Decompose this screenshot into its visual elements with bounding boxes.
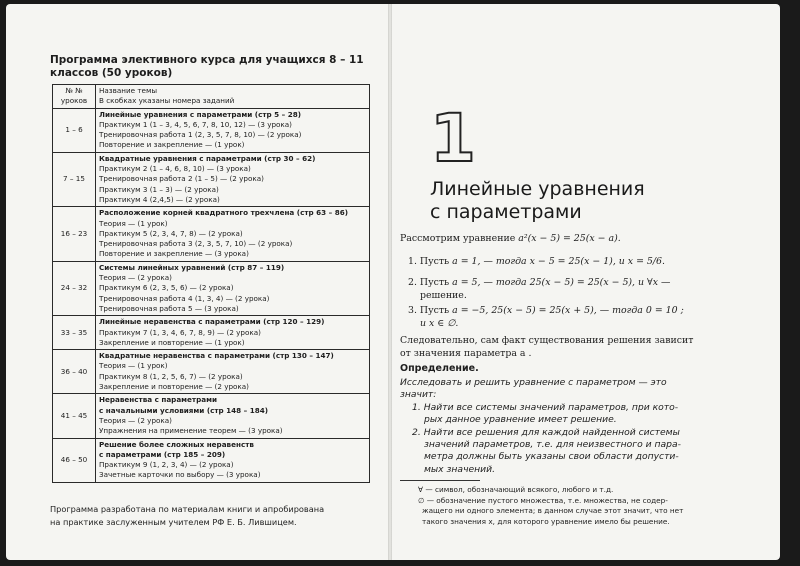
topic-line: Практикум 4 (2,4,5) — (2 урока) [99, 194, 220, 204]
case-formula: a = 5, — тогда 25(x − 5) = 25(x − 5), и ∀x — [452, 277, 671, 288]
footnote-line: такого значения x, для которого уравнение имело бы решение. [422, 516, 670, 526]
header-topic-line: Название темы [99, 86, 158, 95]
header-topic-line: В скобках указаны номера заданий [99, 96, 235, 106]
footnote-line: — обозначение пустого множества, т.е. множества, не содер- [426, 495, 668, 505]
topic-cell [96, 394, 370, 438]
definition-item [400, 402, 716, 414]
topic-line: Тренировочная работа 2 (1 – 5) — (2 урока) [99, 174, 264, 184]
topic-line: Закрепление и повторение — (1 урок) [99, 337, 245, 347]
footnote-emptyset [400, 496, 700, 507]
topic-cell [96, 152, 370, 206]
chapter-number: 1 [430, 100, 476, 177]
table-row [53, 316, 370, 350]
lesson-range: 1 – 6 [53, 108, 96, 152]
topic-title-line: Неравенства с параметрами [99, 395, 217, 405]
topic-line: Теория — (1 урок) [99, 218, 168, 228]
topic-line: Практикум 3 (1 – 3) — (2 урока) [99, 184, 219, 194]
topic-line: Практикум 5 (2, 3, 4, 7, 8) — (2 урока) [99, 228, 243, 238]
topic-title-line: с параметрами (стр 185 – 209) [99, 449, 226, 459]
case-line [408, 276, 670, 289]
case-continuation: и x ∈ ∅. [420, 318, 459, 329]
table-row [53, 108, 370, 152]
table-row [53, 261, 370, 315]
lesson-range: 24 – 32 [53, 261, 96, 315]
definition-item-line: мых значений. [424, 463, 496, 475]
intro-formula: a²(x − 5) = 25(x − a). [518, 233, 621, 244]
case-1 [408, 255, 665, 268]
topic-cell [96, 207, 370, 261]
header-num-cell [53, 85, 96, 109]
topic-cell [96, 261, 370, 315]
header-topic-cell [96, 85, 370, 109]
topic-line: Теория — (1 урок) [99, 361, 168, 371]
topic-title: Линейные уравнения с параметрами (стр 5 – 28) [99, 109, 302, 119]
intro-line [400, 232, 621, 245]
footnote-forall [400, 485, 700, 496]
program-footer [50, 503, 370, 529]
case-formula: a = 1, — тогда x − 5 = 25(x − 1), и x = 5/6. [452, 256, 665, 267]
topic-cell [96, 316, 370, 350]
topic-line: Тренировочная работа 5 — (3 урока) [99, 303, 239, 313]
topic-cell [96, 350, 370, 394]
header-num-line: уроков [60, 96, 88, 106]
right-page [392, 4, 780, 560]
topic-line: Теория — (2 урока) [99, 415, 172, 425]
topic-title-line: с начальными условиями (стр 148 – 184) [99, 405, 269, 415]
definition-item-line: метра должны быть указаны свои области допусти- [424, 451, 679, 463]
definition-item-num: 1. [412, 401, 421, 413]
topic-title: Расположение корней квадратного трехчлена (стр 63 – 86) [99, 208, 349, 218]
lesson-range: 16 – 23 [53, 207, 96, 261]
topic-line: Практикум 6 (2, 3, 5, 6) — (2 урока) [99, 283, 234, 293]
case-2 [408, 276, 670, 302]
topic-title-line: Решение более сложных неравенств [99, 439, 254, 449]
footnote-line: жащего ни одного элемента; в данном случае этот значит, что нет [422, 506, 684, 516]
topic-cell [96, 108, 370, 152]
definition-item-num: 2. [412, 426, 421, 438]
footer-line: на практике заслуженным учителем РФ Е. Б. Лившицем. [50, 517, 297, 527]
program-table [52, 84, 370, 483]
definition-item-line: значений параметров, т.е. для неизвестного и пара- [424, 439, 681, 451]
case-prefix: 3. Пусть [408, 305, 450, 316]
table-row [53, 438, 370, 482]
definition-intro-line: Исследовать и решить уравнение с параметром — это [400, 377, 667, 388]
topic-line: Практикум 1 (1 – 3, 4, 5, 6, 7, 8, 10, 12) — (3 урока) [99, 119, 292, 129]
topic-line: Тренировочная работа 3 (2, 3, 5, 7, 10) — (2 урока) [99, 239, 293, 249]
topic-line: Тренировочная работа 1 (2, 3, 5, 7, 8, 10) — (2 урока) [99, 130, 302, 140]
topic-line: Зачетные карточки по выбору — (3 урока) [99, 470, 261, 480]
topic-line: Закрепление и повторение — (2 урока) [99, 382, 249, 392]
definition-item-line: рых данное уравнение имеет решение. [424, 414, 617, 426]
lesson-range: 36 – 40 [53, 350, 96, 394]
topic-line: Повторение и закрепление — (3 урока) [99, 249, 249, 259]
topic-cell [96, 438, 370, 482]
footer-line: Программа разработана по материалам книги и апробирована [50, 504, 325, 514]
case-prefix: 1. Пусть [408, 256, 450, 267]
lesson-range: 33 – 35 [53, 316, 96, 350]
table-row [53, 350, 370, 394]
topic-title: Линейные неравенства с параметрами (стр 120 – 129) [99, 317, 325, 327]
header-num-line: № № [65, 86, 83, 95]
conclusion [400, 334, 693, 360]
topic-title: Квадратные уравнения с параметрами (стр 30 – 62) [99, 153, 316, 163]
chapter-title-line: Линейные уравнения [430, 178, 645, 200]
table-header-row [53, 85, 370, 109]
footnotes [400, 485, 700, 527]
lesson-range: 7 – 15 [53, 152, 96, 206]
definition-intro-line: значит: [400, 389, 437, 401]
left-page [6, 4, 388, 560]
lesson-range: 41 – 45 [53, 394, 96, 438]
chapter-title [430, 178, 730, 224]
topic-line: Практикум 9 (1, 2, 3, 4) — (2 урока) [99, 460, 234, 470]
definition-item-line: Найти все решения для каждой найденной системы [423, 426, 680, 438]
case-formula: a = −5, 25(x − 5) = 25(x + 5), — тогда 0 = 10 ; [452, 305, 684, 316]
table-row [53, 394, 370, 438]
case-continuation: решение. [420, 290, 467, 301]
definition-item-line: Найти все системы значений параметров, при кото- [423, 401, 679, 413]
topic-title: Системы линейных уравнений (стр 87 – 119) [99, 262, 285, 272]
conclusion-line: Следовательно, сам факт существования решения зависит [400, 335, 694, 346]
topic-line: Теория — (2 урока) [99, 273, 172, 283]
topic-line: Тренировочная работа 4 (1, 3, 4) — (2 урока) [99, 293, 270, 303]
definition-body [400, 377, 716, 476]
chapter-title-line: с параметрами [430, 201, 582, 223]
definition-item [400, 427, 716, 439]
case-3 [408, 304, 684, 330]
topic-title: Квадратные неравенства с параметрами (стр 130 – 147) [99, 351, 334, 361]
topic-line: Практикум 7 (1, 3, 4, 6, 7, 8, 9) — (2 урока) [99, 327, 261, 337]
topic-line: Практикум 8 (1, 2, 5, 6, 7) — (2 урока) [99, 371, 243, 381]
case-prefix: 2. Пусть [408, 277, 450, 288]
program-title: Программа элективного курса для учащихся 8 – 11 классов (50 уроков) [50, 54, 364, 79]
table-row [53, 152, 370, 206]
topic-line: Практикум 2 (1 – 4, 6, 8, 10) — (3 урока) [99, 164, 251, 174]
forall-symbol: ∀ [418, 485, 423, 494]
topic-line: Повторение и закрепление — (1 урок) [99, 140, 245, 150]
case-line [408, 304, 684, 317]
emptyset-symbol: ∅ [418, 495, 425, 505]
lesson-range: 46 – 50 [53, 438, 96, 482]
topic-line: Упражнения на применение теорем — (3 урока) [99, 426, 283, 436]
footnote-divider [400, 480, 480, 481]
intro-text: Рассмотрим уравнение [400, 233, 516, 244]
conclusion-line: от значения параметра a . [400, 348, 532, 359]
table-row [53, 207, 370, 261]
definition-heading: Определение. [400, 363, 479, 374]
footnote-line: — символ, обозначающий всякого, любого и т.д. [425, 485, 614, 494]
